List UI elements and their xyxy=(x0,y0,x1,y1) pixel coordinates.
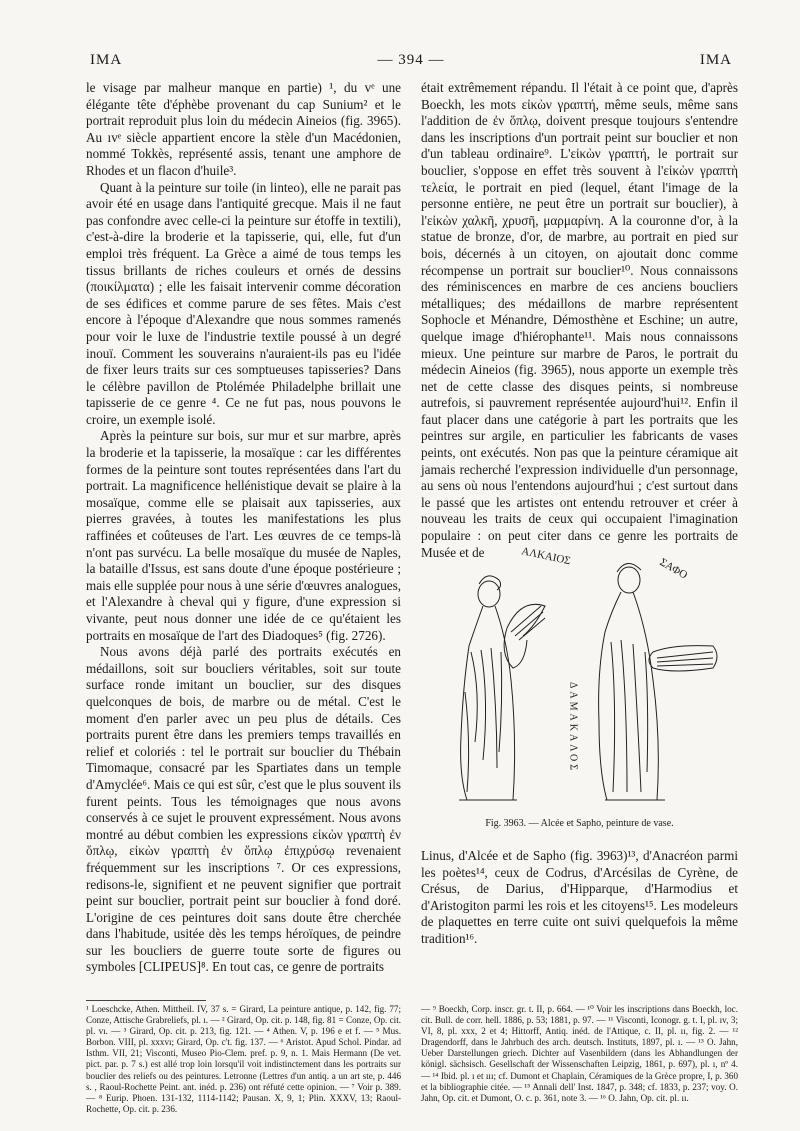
paragraph: Linus, d'Alcée et de Sapho (fig. 3963)¹³, d'Anacréon parmi les poètes¹⁴, ceux de Codrus, d'Arcésilas de Cyrène, de Crésus, de Darius, d'Hipparque, d'Harmodius et d'Aristogiton parmi les rois et les citoyens¹⁵. Les modeleurs de plaquettes en terre cuite ont suivi quelquefois la même tradition¹⁶. xyxy=(421,848,738,946)
vase-figure xyxy=(421,532,738,814)
right-column-top xyxy=(421,80,738,561)
alcaeus-figure xyxy=(459,576,545,800)
paragraph: Nous avons déjà parlé des portraits exécutés en médaillons, soit sur boucliers véritables, soit sur toute surface ronde imitant un bouclier, sur des disques quelconques de bois, de marbre ou de métal. C'est le moment d'en parler avec un peu plus de détails. Ces portraits purent être dans les premiers temps travaillés en relief et coloriés : tel le portrait sur bouclier du Thébain Timomaque, consacré par les Spartiates dans un temple d'Amyclée⁶. Mais ce qui est sûr, c'est que le plus souvent ils furent peints. Tous les témoignages que nous avons conservés à ce sujet le prouvent expressément. Nous avons montré au début combien les expressions εἰκὼν γραπτὴ ἐν ὅπλῳ, εἰκὼν γραπτὴ ἐν ὅπλῳ ἐπιχρύσῳ revenaient fréquemment sur les inscriptions ⁷. Or ces expressions, redisons-le, signifient et ne peuvent signifier que portrait peint sur bouclier, portrait peint sur bouclier à fond doré. L'origine de ces peintures doit sans doute être cherchée dans l'habitude, usitée dès les temps héroïques, de peindre sur les boucliers de guerre toute sorte de figures ou symboles [CLIPEUS]⁸. En tout cas, ce genre de portraits xyxy=(86,644,401,975)
footnotes-left: ¹ Loeschcke, Athen. Mittheil. IV, 37 s. = Girard, La peinture antique, p. 142, fig. 77; Conze, Attische Grabreliefs, pl. ı. — ² Girard, Op. cit. p. 148, fig. 81 = Conze, Op. cit. pl. vı. — ³ Girard, Op. cit. p. 213, fig. 121. — ⁴ Athen. V, p. 196 e et f. — ⁵ Mus. Borbon. VIII, pl. xxxvı; Girard, Op. c't. fig. 137. — ⁶ Aristot. Apud Schol. Pindar. ad Isthm. VII, 21; Visconti, Museo Pio-Clem. pref. p. 9, n. 1. Mais Hermann (De vet. pict. par. p. 7 s.) est allé trop loin lorsqu'il voit indistinctement dans les portraits sur bouclier des reliefs ou des peintures. Letronne (Lettres d'un antiq. a un art ste, p. 446 s. , Raoul-Rochette Peint. ant. inéd. p. 236) ont réfuté cette opinion. — ⁷ Voir p. 389. — ⁸ Eurip. Phoen. 131-132, 1114-1142; Pausan. X, 9, 1; Plin. XXXV, 13; Raoul-Rochette, Op. cit. p. 236. xyxy=(86,1004,401,1114)
paragraph: Quant à la peinture sur toile (in linteo), elle ne parait pas avoir été en usage dans l'antiquité grecque. Mais il ne faut pas confondre avec celle-ci la peinture sur étoffe in textili), c'est-à-dire la broderie et la tapisserie, qui, elle, fut d'un emploi très fréquent. La Grèce a aimé de tous temps les tissus brillants de riches couleurs et ornés de dessins (ποικίλματα) ; elle les faisait intervenir comme décoration de ses édifices et comme parure de ses fêtes. Mais c'est encore à l'époque d'Alexandre que nous sommes ramenés pour voir le luxe de l'industrie textile poussé à un degré inouï. Comment les souverains n'auraient-ils pas eu l'idée de fixer leurs traits sur ces somptueuses tapisseries? Dans le célèbre pavillon de Ptolémée Philadelphe brillait une tapisserie de ce genre ⁴. Ce ne fut pas, nous pouvons le croire, un exemple isolé. xyxy=(86,179,401,427)
label-sappho: ΣΑΦΟ xyxy=(657,556,690,582)
right-column-bottom xyxy=(421,848,738,948)
paragraph: était extrêmement répandu. Il l'était à ce point que, d'après Boeckh, les mots εἰκὼν γραπτή, même seuls, même sans l'addition de ἐν ὅπλῳ, doivent presque toujours s'entendre dans les inscriptions d'un portrait peint sur bouclier et non d'un tableau ordinaire⁹. L'εἰκὼν γραπτή, le portrait sur bouclier, s'oppose en effet très souvent à l'εἰκὼν γραπτὴ τελεία, le portrait en pied (lequel, étant l'image de la personne entière, ne peut être un portrait sur bouclier), à l'εἰκὼν χαλκῆ, χρυσῆ, μαρμαρίνη. A la couronne d'or, à la statue de bronze, d'or, de marbre, au portrait en pied sur bois, décernés à un citoyen, on ajoutait donc comme récompense un portrait sur bouclier¹⁰. Nous connaissons des réminiscences en marbre de ces anciens boucliers métalliques; des médaillons de marbre représentent Sophocle et Ménandre, Démosthène et Eschine; un autre, quelque image d'hiérophante¹¹. Mais nous connaissons mieux. Une peinture sur marbre de Paros, le portrait du médecin Aineios (fig. 3965), nous apporte un exemple très net de cette classe des disques peints, si nombreuse autrefois, si pauvrement représentée aujourd'hui¹². Enfin il faut placer dans une catégorie à part les portraits que les peintres sur argile, en particulier les fabricants de vases peints, ont exécutés. Non pas que la peinture céramique ait jamais recherché l'expression individuelle d'un personnage, au sens où nous l'entendons aujourd'hui ; c'est surtout dans le passé que les artistes ont entendu retrouver et créer à nouveau les traits de ceux qui occupaient l'imagination populaire : on peut citer dans ce genre les portraits de Musée et de xyxy=(421,80,738,560)
paragraph: Après la peinture sur bois, sur mur et sur marbre, après la broderie et la tapisserie, la mosaïque : car les différentes formes de la peinture sont toutes représentées dans l'art du portrait. La magnificence hellénistique devait se plaire à la mosaïque, comme elle se plaisait aux tapisseries, aux pierres gravées, à toutes les manifestations les plus raffinées et coûteuses de l'art. Les œuvres de ce temps-là n'ont pas survécu. La belle mosaïque du musée de Naples, la bataille d'Issus, est sans doute d'une époque postérieure ; mais elle supplée pour nous à une série d'œuvres analogues, et l'Alexandre à cheval qui y figure, d'une expression si vivante, peut nous donner une idée de ce qu'étaient les portraits en mosaïque de l'art des Diadoques⁵ (fig. 2726). xyxy=(86,428,401,643)
running-head xyxy=(86,52,736,74)
running-head-right: IMA xyxy=(699,52,732,68)
left-column xyxy=(86,80,401,976)
footnote-rule xyxy=(86,1000,206,1001)
page-number: — 394 — xyxy=(377,52,445,68)
paragraph: le visage par malheur manque en partie) ¹, du vᵉ une élégante tête d'éphèbe provenant du cap Sunium² et le portrait reproduit plus loin du médecin Aineios (fig. 3965). Au ıvᵉ siècle appartient encore la stèle d'un Macédonien, nommé Tokkès, représenté assis, tenant une amphore de Rhodes et un flacon d'huile³. xyxy=(86,80,401,178)
label-alcaeus: ΑΛΚΑΙΟΣ xyxy=(520,545,572,568)
running-head-left: IMA xyxy=(90,52,123,68)
alcee-sappho-illustration xyxy=(421,532,738,814)
figure-caption: Fig. 3963. — Alcée et Sapho, peinture de vase. xyxy=(485,818,674,829)
footnotes-right: — ⁹ Boeckh, Corp. inscr. gr. t. II, p. 664. — ¹⁰ Voir les inscriptions dans Boeckh, loc. cit. Bull. de corr. hell. 1886, p. 53; 1881, p. 97. — ¹¹ Visconti, Iconogr. g. t. I, pl. ıv, 3; VI, 8, pl. xxx, 2 et 4; Hittorff, Antiq. inéd. de l'Attique, c. II, pl. ıı, fig. 2. — ¹² Dragendorff, dans le Jahrbuch des arch. deutsch. Instituts, 1897, pl. ı. — ¹³ O. Jahn, Ueber Darstellungen griech. Dichter auf Vasenbildern (dans les Abhandlungen der königl. sächsisch. Gesellschaft der Wissenschaften Leipzig, 1861, p. 697), pl. ı, nº 4. — ¹⁴ Ibid. pl. ı et ııı; cf. Dumont et Chaplain, Céramiques de la Grèce propre, I, p. 360 et la bibliographie citée. — ¹⁵ Annali dell' Inst. 1847, p. 348; cf. 1833, p. 237; voy. O. Jahn, Op. cit. et Dumont, O. c. p. 361, note 3. — ¹⁶ O. Jahn, Op. cit. pl. ıı. xyxy=(421,1004,738,1103)
sappho-figure xyxy=(599,563,717,800)
label-damakalos: ΔΑΜΑΚΑΛΟΣ xyxy=(567,682,579,774)
